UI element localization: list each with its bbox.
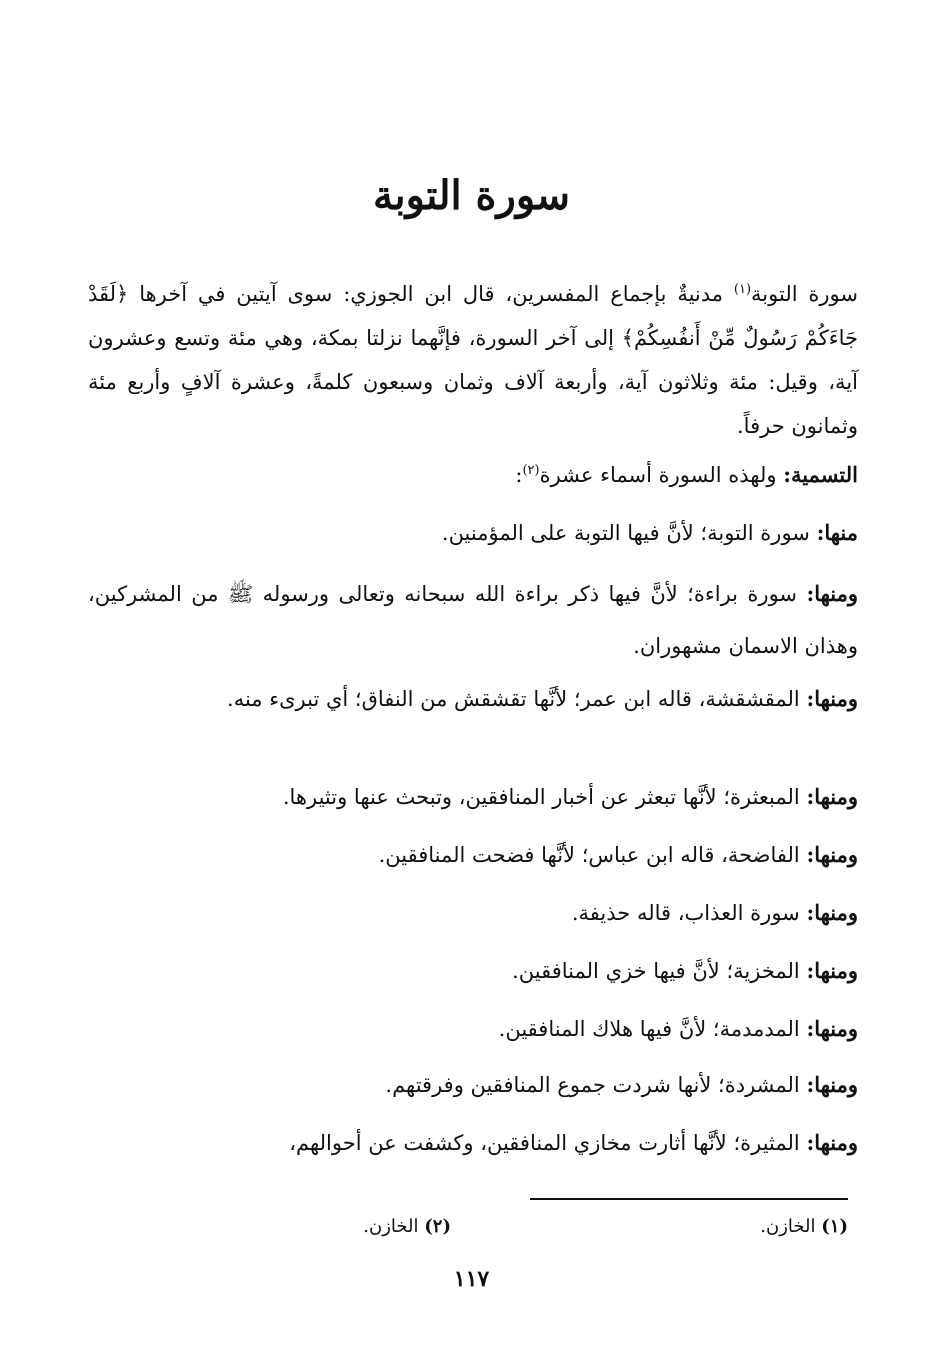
list-item: [88, 958, 858, 983]
list-item: [88, 1016, 858, 1041]
footnote-text: الخازن.: [363, 1216, 419, 1237]
list-item: [88, 520, 858, 545]
naming-tail: :: [515, 463, 523, 487]
list-item: [88, 568, 858, 672]
list-item: [88, 1130, 858, 1155]
footnote-ref-2: (٢): [522, 463, 540, 478]
footnote-divider: [530, 1198, 848, 1200]
footnote-number: (٢): [424, 1216, 451, 1237]
item-lead: ومنها:: [806, 1072, 858, 1097]
naming-text: ولهذه السورة أسماء عشرة: [539, 463, 784, 487]
item-lead: ومنها:: [806, 842, 858, 867]
item-lead: منها:: [816, 520, 858, 545]
item-lead: ومنها:: [806, 1130, 858, 1155]
intro-text-rest: مدنيةٌ بإجماع المفسرين، قال ابن الجوزي: سوى آيتين في آخرها ﴿لَقَدْ جَاءَكُمْ رَسُولٌ مِّنْ أَنفُسِكُمْ﴾ إلى آخر السورة، فإنَّهما نزلتا بمكة، وهي مئة وتسع وعشرون آية، وقيل: مئة وثلاثون آية، وأربعة آلاف وثمان وسبعون كلمةً، وعشرة آلافٍ وأربع مئة وثمانون حرفاً.: [88, 282, 858, 438]
item-lead: ومنها:: [806, 958, 858, 983]
item-text: المدمدمة؛ لأنَّ فيها هلاك المنافقين.: [498, 1017, 807, 1041]
item-text: سورة العذاب، قاله حذيفة.: [571, 901, 807, 925]
item-text: سورة التوبة؛ لأنَّ فيها التوبة على المؤمنين.: [441, 521, 817, 545]
list-item: [88, 784, 858, 809]
list-item: [88, 670, 858, 728]
list-item: [88, 900, 858, 925]
footnote-ref-1: (١): [733, 282, 752, 297]
naming-lead: التسمية:: [783, 462, 858, 487]
item-lead: ومنها:: [806, 900, 858, 925]
list-item: [88, 842, 858, 867]
footnote-text: الخازن.: [760, 1216, 816, 1237]
footnote-2: [363, 1216, 451, 1237]
list-item: [88, 1072, 858, 1097]
item-text: المخزية؛ لأنَّ فيها خزي المنافقين.: [512, 959, 807, 983]
item-lead: ومنها:: [806, 784, 858, 809]
intro-paragraph: [88, 268, 858, 448]
footnote-1: [760, 1216, 848, 1237]
item-text: سورة براءة؛ لأنَّ فيها ذكر براءة الله سبحانه وتعالى ورسوله ﷺ من المشركين، وهذان الاسمان مشهوران.: [88, 582, 858, 658]
footnote-number: (١): [821, 1216, 848, 1237]
item-lead: ومنها:: [806, 686, 858, 711]
item-lead: ومنها:: [806, 1016, 858, 1041]
page-title: سورة التوبة: [373, 172, 570, 219]
intro-text-start: سورة التوبة: [751, 282, 858, 306]
page-number: ١١٧: [453, 1266, 490, 1292]
item-text: المشردة؛ لأنها شردت جموع المنافقين وفرقتهم.: [385, 1073, 807, 1097]
item-text: المثيرة؛ لأنَّها أثارت مخازي المنافقين، وكشفت عن أحوالهم،: [289, 1131, 807, 1155]
item-text: المقشقشة، قاله ابن عمر؛ لأنَّها تقشقش من النفاق؛ أي تبرىء منه.: [227, 687, 807, 711]
item-lead: ومنها:: [806, 581, 858, 606]
item-text: المبعثرة؛ لأنَّها تبعثر عن أخبار المنافقين، وتبحث عنها وتثيرها.: [282, 785, 807, 809]
naming-paragraph: [88, 462, 858, 487]
item-text: الفاضحة، قاله ابن عباس؛ لأنَّها فضحت المنافقين.: [378, 843, 807, 867]
